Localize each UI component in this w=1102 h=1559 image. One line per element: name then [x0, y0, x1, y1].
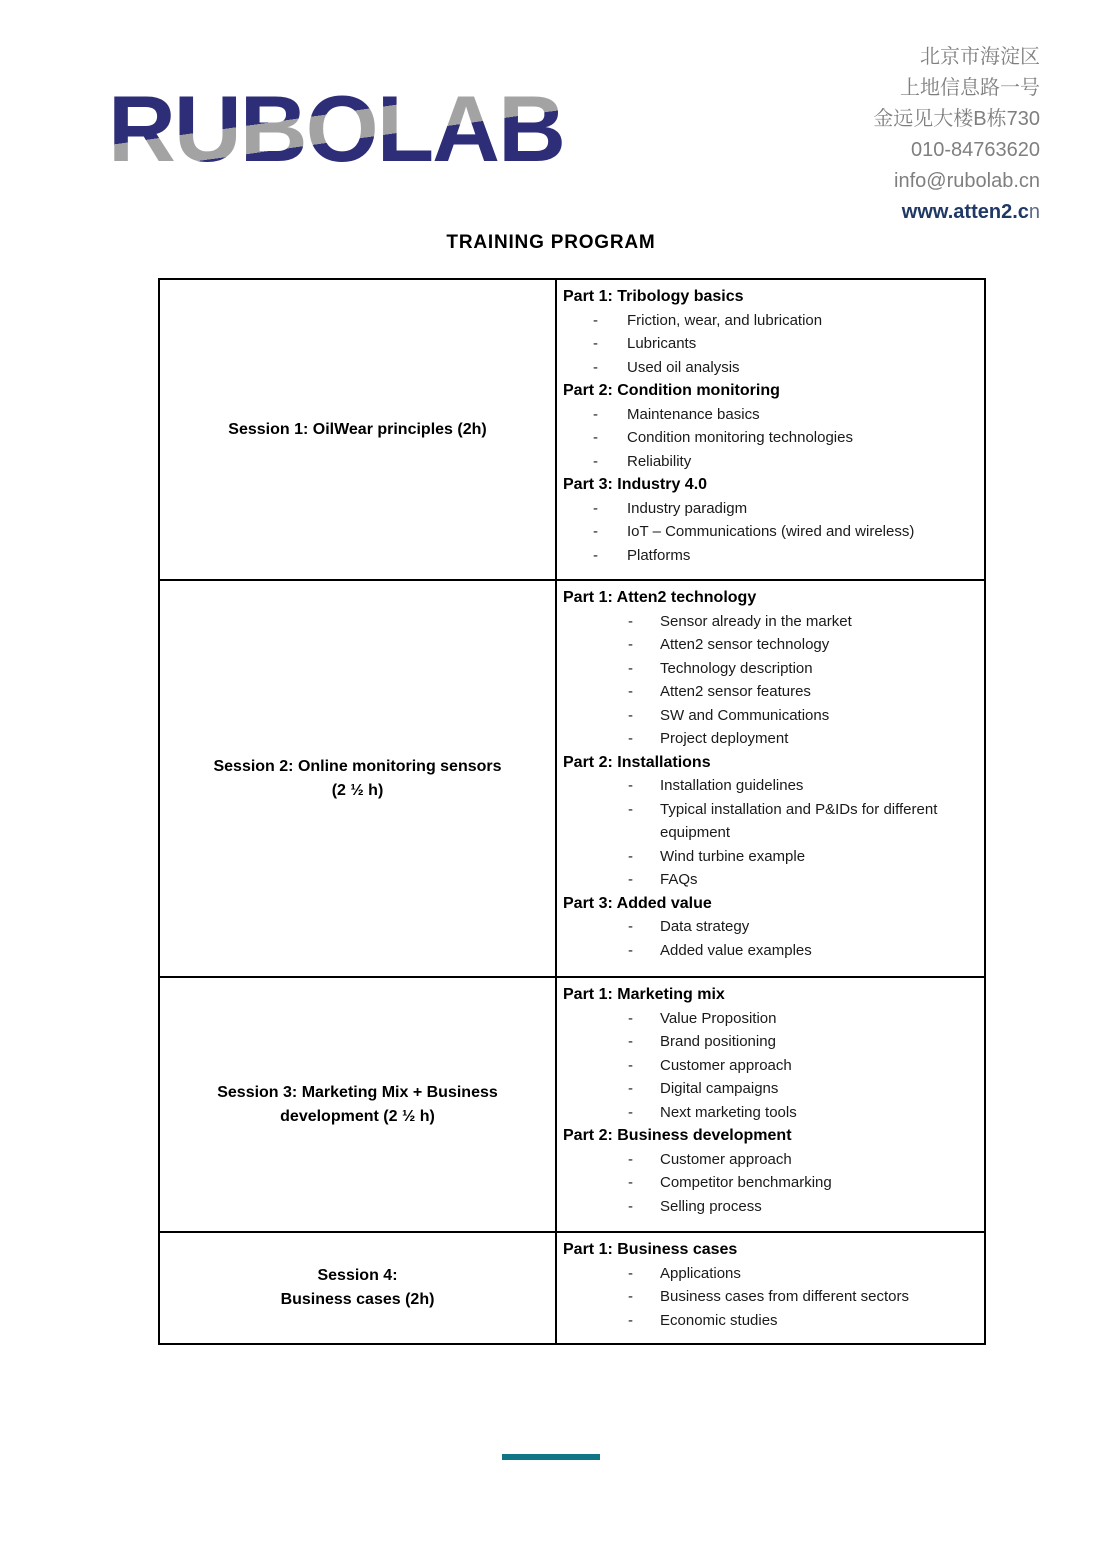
session-title-line: (2 ½ h) [331, 781, 384, 799]
bullet-item [563, 798, 976, 845]
session-cell [160, 581, 557, 976]
bullet-text: FAQs [660, 871, 698, 888]
session-title-line: Session 2: Online monitoring sensors [213, 757, 502, 775]
bullet-dash: - [628, 1080, 633, 1097]
bullet-text: Friction, wear, and lubrication [627, 311, 823, 329]
training-program-table [158, 278, 986, 1345]
bullet-item [563, 520, 976, 544]
bullet-text: Typical installation and P&IDs for different equipment [660, 800, 938, 841]
bullet-text: Economic studies [660, 1311, 778, 1329]
bullet-dash: - [628, 777, 633, 794]
bullet-dash: - [593, 358, 598, 376]
bullet-dash: - [593, 335, 598, 352]
bullet-dash: - [628, 730, 633, 747]
bullet-dash: - [593, 452, 598, 470]
bullet-item [563, 1195, 976, 1219]
bullet-dash: - [628, 1056, 633, 1074]
part-heading: Part 3: Industry 4.0 [563, 476, 708, 493]
bullet-dash: - [628, 941, 633, 959]
address-line: 010-84763620 [910, 139, 1040, 161]
session-title-line: Session 1: OilWear principles (2h) [228, 420, 487, 438]
part-heading: Part 2: Business development [563, 1127, 792, 1144]
bullet-item [563, 1077, 976, 1101]
bullet-item [563, 774, 976, 798]
bullet-text: Maintenance basics [627, 405, 760, 423]
table-row [160, 280, 984, 581]
bullet-item [563, 657, 976, 681]
bullet-item [563, 1262, 976, 1286]
session-title-line: development (2 ½ h) [280, 1107, 435, 1125]
bullet-text: Installation guidelines [660, 777, 804, 794]
bullet-item [563, 610, 976, 634]
bullet-item [563, 1054, 976, 1078]
bullet-text: Applications [660, 1264, 741, 1282]
bullet-item [563, 633, 976, 657]
bullet-item [563, 1171, 976, 1195]
footer-divider-line [502, 1454, 600, 1460]
bullet-item [563, 680, 976, 704]
bullet-dash: - [628, 918, 633, 935]
address-line: info@rubolab.cn [894, 170, 1040, 192]
bullet-dash: - [593, 499, 598, 517]
bullet-text: Wind turbine example [660, 847, 806, 865]
bullet-dash: - [628, 683, 633, 700]
part-heading: Part 1: Tribology basics [563, 288, 744, 305]
bullet-dash: - [593, 546, 598, 564]
bullet-text: Brand positioning [660, 1033, 776, 1050]
bullet-dash: - [628, 871, 633, 888]
bullet-item [563, 704, 976, 728]
bullet-item [563, 1101, 976, 1125]
bullet-text: Platforms [627, 546, 691, 564]
bullet-dash: - [628, 847, 633, 865]
bullet-dash: - [628, 1103, 633, 1121]
bullet-text: Reliability [627, 452, 692, 470]
bullet-text: Value Proposition [660, 1009, 777, 1027]
bullet-dash: - [628, 1311, 633, 1329]
bullet-text: Condition monitoring technologies [627, 429, 853, 446]
bullet-text: Technology description [660, 659, 813, 677]
bullet-dash: - [593, 429, 598, 446]
part-heading: Part 1: Atten2 technology [563, 589, 757, 606]
part-heading: Part 3: Added value [563, 894, 712, 912]
bullet-item [563, 309, 976, 333]
bullet-item [563, 939, 976, 963]
part-heading: Part 2: Installations [563, 753, 711, 771]
bullet-dash: - [628, 706, 633, 724]
logo-text: RUBOLAB [108, 76, 564, 181]
bullet-text: Selling process [660, 1197, 762, 1215]
bullet-item [563, 450, 976, 474]
bullet-dash: - [593, 523, 598, 540]
bullet-text: Lubricants [627, 335, 697, 352]
session-cell [160, 280, 557, 579]
page-title: TRAINING PROGRAM [446, 232, 656, 253]
website-line [873, 197, 1040, 228]
bullet-text: Industry paradigm [627, 499, 748, 517]
bullet-item [563, 332, 976, 356]
table-row [160, 978, 984, 1233]
bullet-text: IoT – Communications (wired and wireless) [627, 523, 915, 540]
bullet-dash: - [628, 1009, 633, 1027]
bullet-text: Business cases from different sectors [660, 1288, 909, 1305]
bullet-item [563, 403, 976, 427]
address-line: 北京市海淀区 [920, 46, 1040, 68]
bullet-dash: - [628, 1197, 633, 1215]
bullet-item [563, 1030, 976, 1054]
bullet-text: Customer approach [660, 1150, 792, 1168]
website-url: www.atten2.c [901, 201, 1029, 223]
bullet-item [563, 1148, 976, 1172]
bullet-item [563, 1285, 976, 1309]
bullet-dash: - [628, 1264, 633, 1282]
part-heading: Part 1: Business cases [563, 1241, 738, 1258]
bullet-item [563, 915, 976, 939]
bullet-item [563, 544, 976, 568]
session-content-cell [557, 581, 984, 976]
bullet-text: Atten2 sensor features [660, 683, 811, 700]
session-content-cell [557, 1233, 984, 1343]
contact-address-block [873, 42, 1040, 228]
bullet-item [563, 1309, 976, 1333]
bullet-item [563, 1007, 976, 1031]
bullet-dash: - [628, 636, 633, 653]
bullet-text: Added value examples [660, 941, 812, 959]
bullet-dash: - [628, 1033, 633, 1050]
session-title-line: Session 4: [317, 1267, 398, 1284]
table-row [160, 1233, 984, 1343]
address-line: 金远见大楼B栋730 [873, 108, 1040, 130]
address-line: 上地信息路一号 [900, 77, 1040, 99]
bullet-item [563, 845, 976, 869]
bullet-text: Used oil analysis [627, 358, 740, 376]
bullet-dash: - [593, 405, 598, 423]
bullet-dash: - [628, 1150, 633, 1168]
session-cell [160, 1233, 557, 1343]
part-heading: Part 1: Marketing mix [563, 986, 725, 1003]
bullet-text: Sensor already in the market [660, 612, 852, 630]
bullet-text: SW and Communications [660, 706, 830, 724]
session-cell [160, 978, 557, 1231]
bullet-dash: - [628, 659, 633, 677]
bullet-text: Digital campaigns [660, 1080, 779, 1097]
bullet-dash: - [628, 1288, 633, 1305]
bullet-text: Project deployment [660, 730, 789, 747]
bullet-text: Customer approach [660, 1056, 792, 1074]
part-heading: Part 2: Condition monitoring [563, 382, 780, 399]
bullet-item [563, 497, 976, 521]
bullet-dash: - [628, 800, 633, 818]
table-row [160, 581, 984, 978]
bullet-dash: - [628, 1174, 633, 1191]
session-content-cell [557, 280, 984, 579]
session-title-line: Session 3: Marketing Mix + Business [217, 1083, 498, 1101]
bullet-item [563, 426, 976, 450]
bullet-text: Atten2 sensor technology [660, 636, 830, 653]
bullet-dash: - [593, 311, 598, 329]
bullet-text: Competitor benchmarking [660, 1174, 832, 1191]
website-url-tail: n [1028, 201, 1040, 223]
company-logo [108, 76, 564, 181]
bullet-item [563, 356, 976, 380]
session-title-line: Business cases (2h) [280, 1291, 435, 1308]
bullet-text: Data strategy [660, 918, 750, 935]
bullet-item [563, 868, 976, 892]
bullet-item [563, 727, 976, 751]
bullet-text: Next marketing tools [660, 1103, 797, 1121]
bullet-dash: - [628, 612, 633, 630]
session-content-cell [557, 978, 984, 1231]
